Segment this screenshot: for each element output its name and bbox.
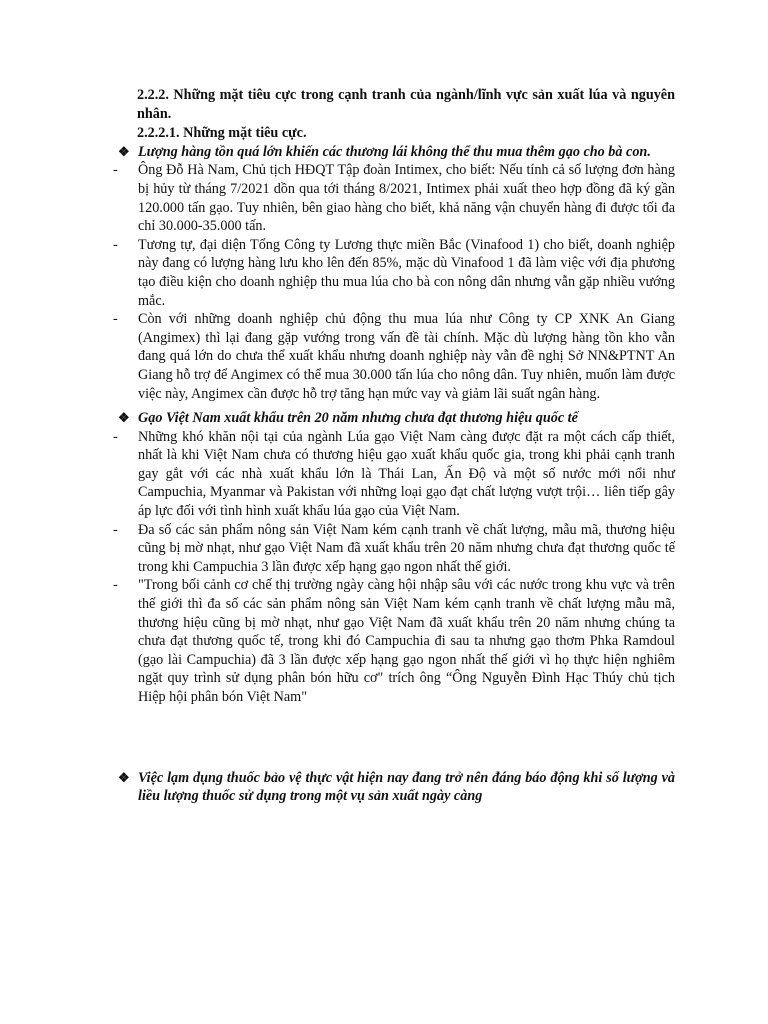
bullet-heading	[113, 769, 675, 806]
dash-marker: -	[113, 311, 118, 328]
diamond-bullet-icon: ❖	[118, 410, 130, 426]
dash-marker: -	[113, 236, 118, 253]
subsection-heading: 2.2.2.1. Những mặt tiêu cực.	[137, 125, 307, 142]
list-item-text: Đa số các sản phẩm nông sản Việt Nam kém cạnh tranh về chất lượng, mẫu mã, thương hiệu cũng bị mờ nhạt, như gạo Việt Nam đã xuất khẩu trên 20 năm nhưng chưa đạt thương quốc tế trong khi Campuchia 3 lần được xếp hạng gạo ngon nhất thế giới.	[138, 521, 675, 575]
section-heading: 2.2.2. Những mặt tiêu cực trong cạnh tranh của ngành/lĩnh vực sản xuất lúa và nguyên nhân.	[137, 87, 675, 122]
bullet-heading-text: Gạo Việt Nam xuất khẩu trên 20 năm nhưng chưa đạt thương hiệu quốc tế	[138, 410, 578, 427]
list-item	[113, 428, 675, 521]
list-item-text: Tương tự, đại diện Tổng Công ty Lương thực miền Bắc (Vinafood 1) cho biết, doanh nghiệp này đang có lượng hàng lưu kho lên đến 85%, mặc dù Vinafood 1 đã làm việc với địa phương tạo điều kiện cho doanh nghiệp thu mua lúa cho bà con nông dân nhưng vẫn gặp nhiều vướng mắc.	[138, 236, 675, 309]
list-item	[113, 310, 675, 403]
list-item	[113, 521, 675, 577]
diamond-bullet-icon: ❖	[118, 143, 130, 159]
bullet-heading	[113, 143, 675, 162]
list-item	[113, 161, 675, 235]
list-item	[113, 236, 675, 310]
list-item	[113, 576, 675, 706]
bullet-heading-text: Việc lạm dụng thuốc bảo vệ thực vật hiện nay đang trở nên đáng báo động khi số lượng và liều lượng thuốc sử dụng trong một vụ sản xuất ngày càng	[138, 769, 675, 805]
dash-marker: -	[113, 521, 118, 538]
list-item-text: "Trong bối cảnh cơ chế thị trường ngày càng hội nhập sâu với các nước trong khu vực và trên thế giới thì đa số các sản phẩm nông sản Việt Nam kém cạnh tranh về chất lượng mẫu mã, thương hiệu cũng bị mờ nhạt, như gạo Việt Nam đã xuất khẩu trên 20 năm nhưng chúng ta chưa đạt thương quốc tế, trong khi đó Campuchia đi sau ta nhưng gạo thơm Phka Ramdoul (gạo lài Campuchia) đã 3 lần được xếp hạng gạo ngon nhất thế giới vì họ thực hiện nghiêm ngặt quy trình sử dụng phân bón hữu cơ" trích ông “Ông Nguyễn Đình Hạc Thúy chủ tịch Hiệp hội phân bón Việt Nam"	[138, 577, 675, 705]
document-body	[113, 86, 675, 806]
bullet-heading-text: Lượng hàng tồn quá lớn khiến các thương lái không thể thu mua thêm gạo cho bà con.	[138, 143, 651, 160]
dash-marker: -	[113, 162, 118, 179]
dash-marker: -	[113, 428, 118, 445]
bullet-heading	[113, 409, 675, 428]
dash-marker: -	[113, 577, 118, 594]
list-item-text: Còn với những doanh nghiệp chủ động thu mua lúa như Công ty CP XNK An Giang (Angimex) thì lại đang gặp vướng trong vấn đề tài chính. Mặc dù lượng hàng tồn kho vẫn đang quá lớn do chưa thể xuất khẩu nhưng doanh nghiệp này vẫn đề nghị Sở NN&PTNT An Giang hỗ trợ để Angimex có thể mua 30.000 tấn lúa cho nông dân. Tuy nhiên, muốn làm được việc này, Angimex cần được hỗ trợ tăng hạn mức vay và giảm lãi suất ngân hàng.	[138, 311, 675, 402]
list-item-text: Ông Đỗ Hà Nam, Chủ tịch HĐQT Tập đoàn Intimex, cho biết: Nếu tính cả số lượng đơn hàng bị hủy từ tháng 7/2021 dồn qua tới tháng 8/2021, Intimex phải xuất theo hợp đồng đã ký gần 120.000 tấn gạo. Tuy nhiên, bên giao hàng cho biết, khả năng vận chuyển hàng đi được tối đa chỉ 30.000-35.000 tấn.	[138, 162, 675, 235]
diamond-bullet-icon: ❖	[118, 769, 130, 785]
list-item-text: Những khó khăn nội tại của ngành Lúa gạo Việt Nam càng được đặt ra một cách cấp thiết, nhất là khi Việt Nam chưa có thương hiệu gạo xuất khẩu quốc gia, trong khi phải cạnh tranh gay gắt với các nhà xuất khẩu lớn là Thái Lan, Ấn Độ và một số nước mới nổi như Campuchia, Myanmar và Pakistan với những loại gạo đạt chất lượng vượt trội… liên tiếp gây áp lực đối với tình hình xuất khẩu lúa gạo của Việt Nam.	[138, 428, 675, 520]
